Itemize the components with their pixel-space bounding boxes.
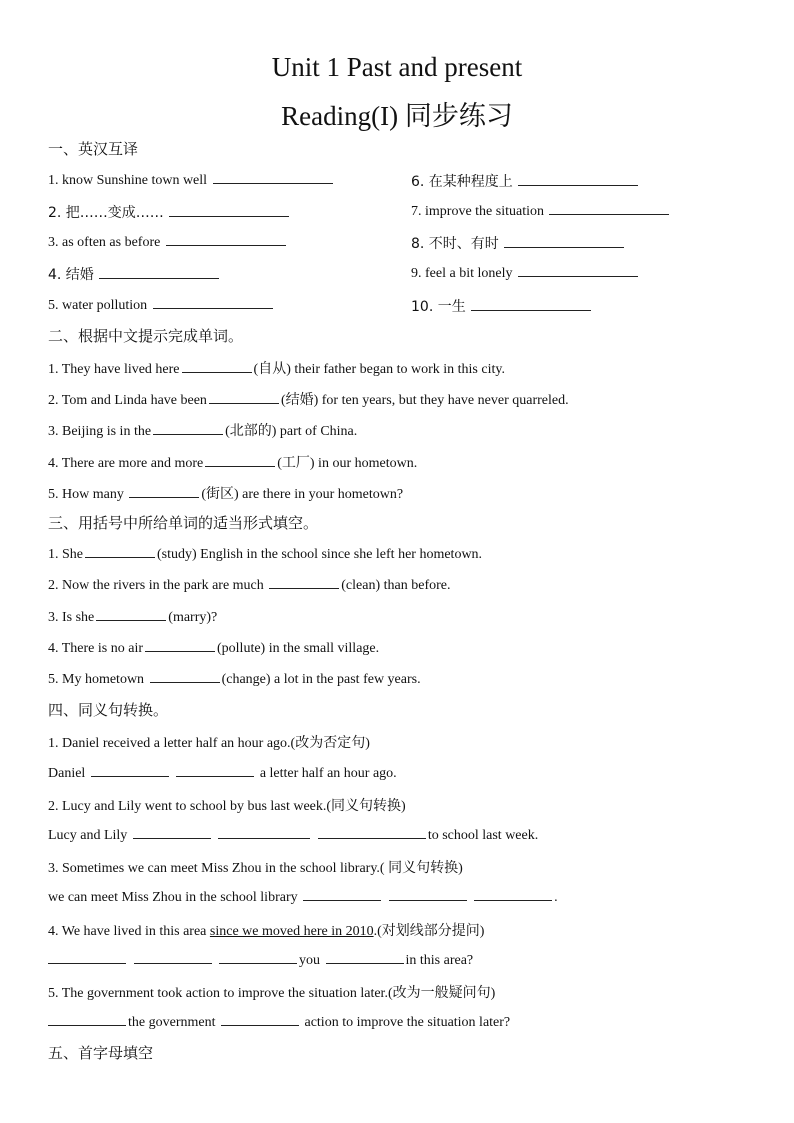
s2-item-1-b: (自从) their father began to work in this city. — [253, 362, 505, 377]
s4-q1-answer-end: a letter half an hour ago. — [259, 766, 397, 781]
s3-item-1 — [48, 545, 482, 563]
s4-q3-question: 3. Sometimes we can meet Miss Zhou in the school library.( 同义句转换) — [48, 861, 463, 876]
s2-item-3-a: 3. Beijing is in the — [48, 424, 152, 439]
s4-q1-answer-start: Daniel — [48, 766, 86, 781]
s1-item-3-text: 3. as often as before — [48, 235, 161, 250]
s1-item-9-text: 9. feel a bit lonely — [411, 266, 513, 281]
s4-q5-question: 5. The government took action to improve the situation later.(改为一般疑问句) — [48, 986, 496, 1001]
underlined-phrase: since we moved here in 2010 — [209, 924, 374, 939]
section-5-heading: 五、首字母填空 — [48, 1044, 154, 1062]
s3-item-2-b: (clean) than before. — [341, 578, 451, 593]
answer-blank[interactable] — [504, 235, 624, 248]
s2-item-5 — [48, 483, 403, 503]
s4-q3-answer-start: we can meet Miss Zhou in the school library — [48, 890, 298, 905]
s1-item-1 — [48, 171, 335, 189]
answer-blank[interactable] — [318, 826, 426, 839]
answer-blank[interactable] — [303, 888, 381, 901]
s3-item-3-b: (marry)? — [168, 610, 218, 625]
s1-item-10-text: 10. 一生 — [411, 299, 466, 315]
s1-item-9 — [411, 264, 640, 282]
s1-item-10 — [411, 296, 593, 316]
answer-blank[interactable] — [169, 204, 289, 217]
s4-q4-question-end: .(对划线部分提问) — [373, 924, 485, 939]
answer-blank[interactable] — [518, 264, 638, 277]
s3-item-5-b: (change) a lot in the past few years. — [221, 672, 421, 687]
s4-q4-answer-end: in this area? — [405, 953, 474, 968]
s1-item-6-text: 6. 在某种程度上 — [411, 174, 513, 190]
answer-blank[interactable] — [205, 454, 275, 467]
answer-blank[interactable] — [153, 422, 223, 435]
answer-blank[interactable] — [518, 173, 638, 186]
s3-item-5 — [48, 670, 421, 688]
s1-item-1-text: 1. know Sunshine town well — [48, 173, 208, 188]
s3-item-4-b: (pollute) in the small village. — [217, 641, 380, 656]
answer-blank[interactable] — [219, 951, 297, 964]
answer-blank[interactable] — [133, 826, 211, 839]
s2-item-5-b: (街区) are there in your hometown? — [201, 487, 404, 502]
answer-blank[interactable] — [549, 202, 669, 215]
s4-q5-answer-mid: the government — [128, 1015, 216, 1030]
s4-q1-question: 1. Daniel received a letter half an hour ago.(改为否定句) — [48, 736, 370, 751]
s4-q2-question: 2. Lucy and Lily went to school by bus last week.(同义句转换) — [48, 799, 406, 814]
answer-blank[interactable] — [134, 951, 212, 964]
s4-q2-answer-end: to school last week. — [427, 828, 539, 843]
s2-item-5-a: 5. How many — [48, 487, 124, 502]
answer-blank[interactable] — [48, 951, 126, 964]
answer-blank[interactable] — [150, 670, 220, 683]
s3-item-1-b: (study) English in the school since she left her hometown. — [157, 547, 483, 562]
s4-q4-question-start: 4. We have lived in this area — [48, 924, 207, 939]
s2-item-2-a: 2. Tom and Linda have been — [48, 393, 207, 408]
s3-item-5-a: 5. My hometown — [48, 672, 145, 687]
s2-item-4-b: (工厂) in our hometown. — [277, 456, 418, 471]
answer-blank[interactable] — [145, 639, 215, 652]
s3-item-3-a: 3. Is she — [48, 610, 95, 625]
answer-blank[interactable] — [209, 391, 279, 404]
s4-q1-answer — [48, 764, 397, 782]
answer-blank[interactable] — [471, 298, 591, 311]
s3-item-2 — [48, 576, 450, 594]
section-2-heading: 二、根据中文提示完成单词。 — [48, 327, 244, 345]
s1-item-4 — [48, 264, 221, 284]
s1-item-5 — [48, 296, 275, 314]
s4-q5-answer-end: action to improve the situation later? — [304, 1015, 511, 1030]
title-line-2: Reading(I) 同步练习 — [281, 101, 513, 131]
s4-q4-answer-mid: you — [299, 953, 320, 968]
answer-blank[interactable] — [99, 266, 219, 279]
answer-blank[interactable] — [96, 608, 166, 621]
s4-q5-answer — [48, 1013, 510, 1031]
answer-blank[interactable] — [129, 485, 199, 498]
answer-blank[interactable] — [474, 888, 552, 901]
answer-blank[interactable] — [389, 888, 467, 901]
s4-q4-answer — [48, 951, 473, 969]
answer-blank[interactable] — [176, 764, 254, 777]
s1-item-3 — [48, 233, 288, 251]
section-3-heading: 三、用括号中所给单词的适当形式填空。 — [48, 514, 319, 532]
s1-item-4-text: 4. 结婚 — [48, 267, 94, 283]
title-line-1: Unit 1 Past and present — [271, 52, 523, 82]
answer-blank[interactable] — [221, 1013, 299, 1026]
answer-blank[interactable] — [153, 296, 273, 309]
section-4-heading: 四、同义句转换。 — [48, 701, 169, 719]
s2-item-1 — [48, 358, 505, 378]
s1-item-7 — [411, 202, 671, 220]
s1-item-5-text: 5. water pollution — [48, 298, 148, 313]
s2-item-2 — [48, 389, 569, 409]
s1-item-8-text: 8. 不时、有时 — [411, 236, 499, 252]
s2-item-4 — [48, 452, 417, 472]
s3-item-4 — [48, 639, 379, 657]
s4-q2-answer-start: Lucy and Lily — [48, 828, 128, 843]
s1-item-6 — [411, 171, 640, 191]
section-1-heading: 一、英汉互译 — [48, 140, 139, 158]
s3-item-2-a: 2. Now the rivers in the park are much — [48, 578, 264, 593]
s4-q4-question — [48, 920, 484, 940]
s1-item-7-text: 7. improve the situation — [411, 204, 544, 219]
s2-item-1-a: 1. They have lived here — [48, 362, 180, 377]
s4-q2-answer — [48, 826, 538, 844]
s1-item-8 — [411, 233, 626, 253]
answer-blank[interactable] — [326, 951, 404, 964]
s4-q3-answer — [48, 888, 558, 906]
s2-item-3 — [48, 420, 357, 440]
answer-blank[interactable] — [91, 764, 169, 777]
s1-item-2 — [48, 202, 291, 222]
answer-blank[interactable] — [213, 171, 333, 184]
s3-item-1-a: 1. She — [48, 547, 83, 562]
s2-item-3-b: (北部的) part of China. — [225, 424, 358, 439]
answer-blank[interactable] — [218, 826, 310, 839]
answer-blank[interactable] — [166, 233, 286, 246]
s2-item-2-b: (结婚) for ten years, but they have never quarreled. — [280, 393, 569, 408]
s3-item-4-a: 4. There is no air — [48, 641, 143, 656]
s1-item-2-text: 2. 把……变成…… — [48, 205, 164, 221]
s3-item-3 — [48, 608, 217, 626]
answer-blank[interactable] — [85, 545, 155, 558]
answer-blank[interactable] — [48, 1013, 126, 1026]
s2-item-4-a: 4. There are more and more — [48, 456, 204, 471]
answer-blank[interactable] — [182, 360, 252, 373]
answer-blank[interactable] — [269, 576, 339, 589]
s4-q3-answer-end: . — [554, 890, 558, 905]
